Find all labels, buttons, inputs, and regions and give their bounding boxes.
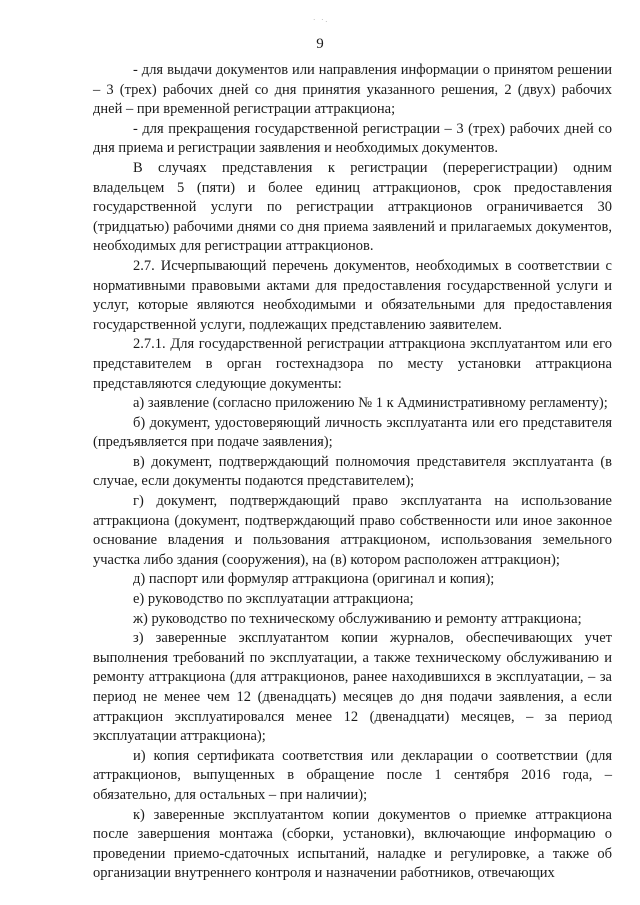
list-item-k: к) заверенные эксплуатантом копии документов о приемке аттракциона после завершения монтажа (сборки, установки), включающие информацию о проведении приемо-сдаточных испытаний, наладке и регулировке, а также об организации внутреннего контроля и назначении работников, отвечающих — [93, 806, 612, 882]
list-item-zh: ж) руководство по техническому обслуживанию и ремонту аттракциона; — [133, 610, 582, 627]
list-item-g: г) документ, подтверждающий право эксплуатанта на использование аттракциона (документ, подтверждающий право собственности или иное законное основание владения и пользования аттракционом, использования земельного участка либо здания (сооружения), на (в) котором расположен аттракцион); — [93, 493, 612, 568]
scan-speck: · ·. — [313, 16, 330, 24]
list-item-d: д) паспорт или формуляр аттракциона (оригинал и копия); — [133, 571, 495, 588]
paragraph-2-7: 2.7. Исчерпывающий перечень документов, необходимых в соответствии с нормативными правовыми актами для предоставления государственной услуги и услуг, которые являются необходимыми и обязательными для предоставления государственной услуги, подлежащих представлению заявителем. — [93, 257, 612, 333]
list-item-z: з) заверенные эксплуатантом копии журналов, обеспечивающих учет выполнения требований по эксплуатации, а также техническому обслуживанию и ремонту аттракциона (для аттракционов, ранее находившихся в эксплуатации, – за период не менее чем 12 (двенадцать) месяцев до дня подачи заявления, а если аттракцион эксплуатировался менее 12 (двенадцати) месяцев, – за период эксплуатации аттракциона); — [93, 630, 612, 745]
list-item-b: б) документ, удостоверяющий личность эксплуатанта или его представителя (предъявляется при подаче заявления); — [93, 414, 612, 451]
paragraph-deadline-termination: - для прекращения государственной регистрации – 3 (трех) рабочих дней со дня приема и регистрации заявления и необходимых документов. — [93, 120, 612, 157]
list-item-e: е) руководство по эксплуатации аттракциона; — [133, 591, 414, 608]
document-body — [93, 61, 612, 884]
list-item-a: а) заявление (согласно приложению № 1 к Административному регламенту); — [133, 395, 608, 412]
list-item-v: в) документ, подтверждающий полномочия представителя эксплуатанта (в случае, если документы подаются представителем); — [93, 453, 612, 490]
paragraph-2-7-1: 2.7.1. Для государственной регистрации аттракциона эксплуатантом или его представителем в орган гостехнадзора по месту установки аттракциона представляются следующие документы: — [93, 336, 612, 392]
paragraph-deadline-issue: - для выдачи документов или направления информации о принятом решении – 3 (трех) рабочих дней со дня принятия указанного решения, 2 (двух) рабочих дней – при временной регистрации аттракциона; — [93, 62, 612, 118]
page-number: 9 — [316, 36, 324, 52]
list-item-i: и) копия сертификата соответствия или декларации о соответствии (для аттракционов, выпущенных в обращение после 1 сентября 2016 года, – обязательно, для остальных – при наличии); — [93, 747, 612, 803]
paragraph-bulk-registration: В случаях представления к регистрации (перерегистрации) одним владельцем 5 (пяти) и более единиц аттракционов, срок предоставления государственной услуги по регистрации аттракционов ограничивается 30 (тридцатью) рабочими днями со дня приема заявлений и прилагаемых документов, необходимых для регистрации аттракционов. — [93, 159, 612, 255]
